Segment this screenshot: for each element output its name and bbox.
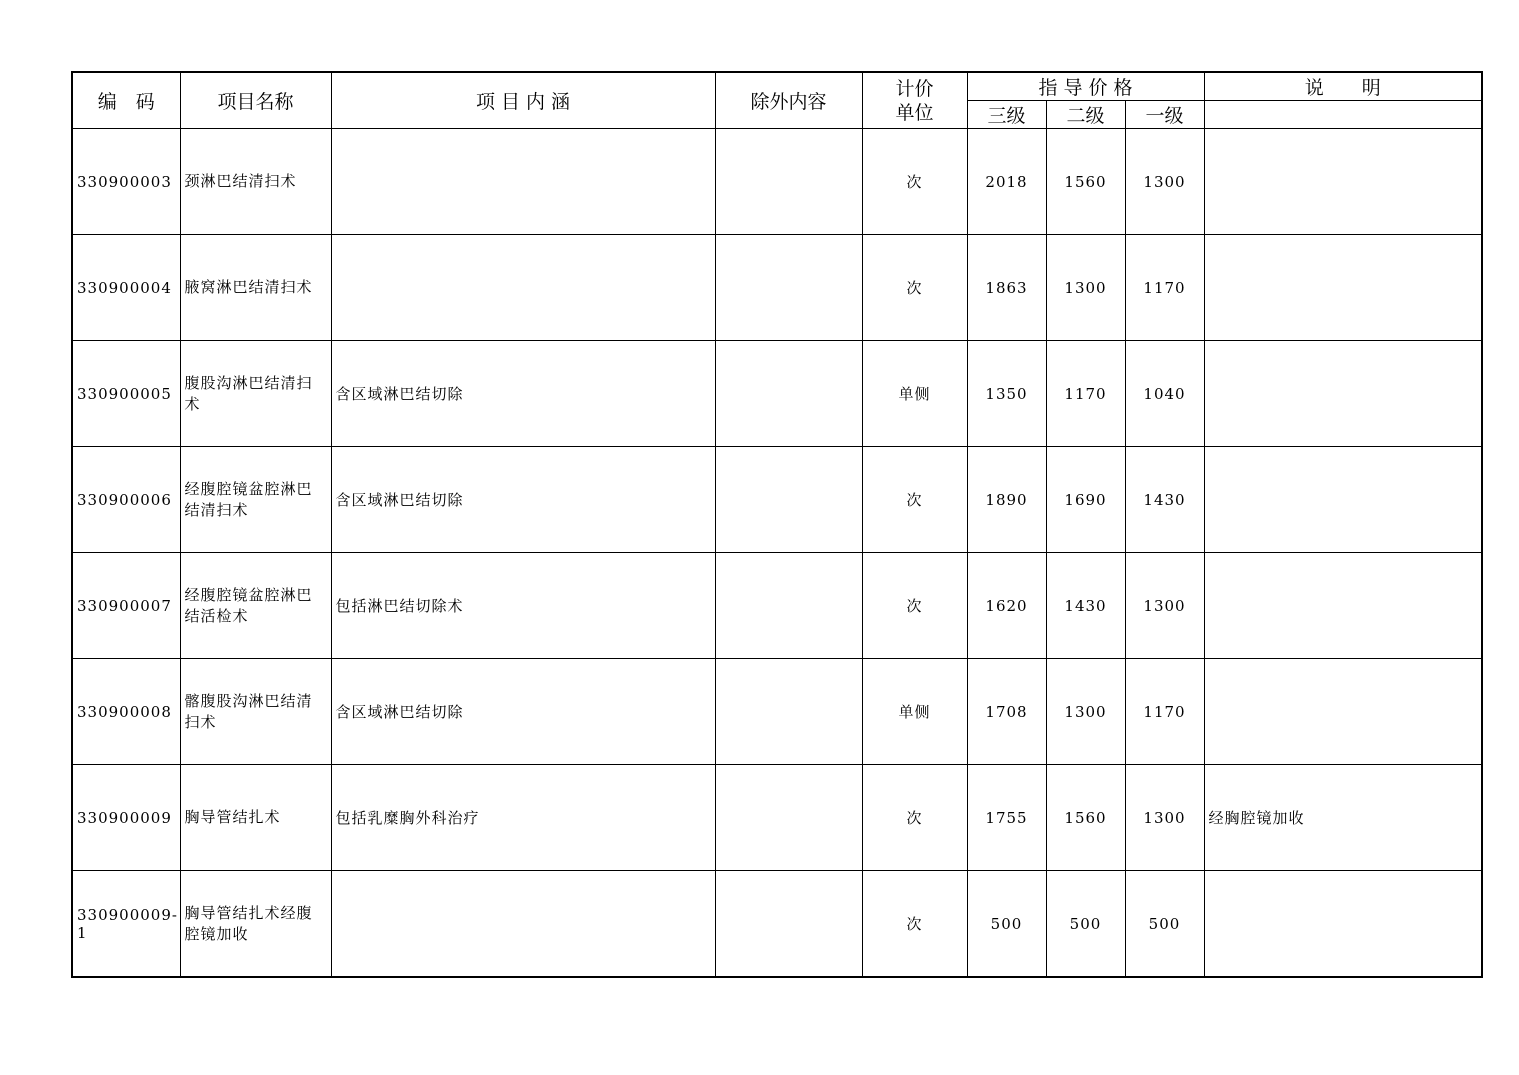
- cell-code: 330900009: [72, 765, 180, 871]
- cell-level3: 500: [967, 871, 1046, 978]
- cell-level1: 1300: [1125, 765, 1204, 871]
- table-row: [72, 235, 1482, 341]
- cell-excluded: [715, 659, 862, 765]
- cell-name: 腹股沟淋巴结清扫术: [180, 341, 331, 447]
- cell-level3: 2018: [967, 129, 1046, 235]
- cell-level3: 1708: [967, 659, 1046, 765]
- cell-level2: 1560: [1046, 765, 1125, 871]
- cell-excluded: [715, 129, 862, 235]
- cell-level3: 1863: [967, 235, 1046, 341]
- cell-unit: 次: [862, 129, 967, 235]
- cell-excluded: [715, 341, 862, 447]
- header-note-sub: [1204, 101, 1482, 129]
- cell-level1: 500: [1125, 871, 1204, 978]
- cell-note: [1204, 659, 1482, 765]
- header-content: 项 目 内 涵: [331, 72, 715, 129]
- cell-content: 包括淋巴结切除术: [331, 553, 715, 659]
- cell-excluded: [715, 871, 862, 978]
- cell-code: 330900009-1: [72, 871, 180, 978]
- table-body: [72, 129, 1482, 978]
- cell-level2: 1690: [1046, 447, 1125, 553]
- cell-unit: 次: [862, 553, 967, 659]
- cell-content: [331, 235, 715, 341]
- cell-unit: 次: [862, 765, 967, 871]
- cell-content: 含区域淋巴结切除: [331, 447, 715, 553]
- table-row: [72, 871, 1482, 978]
- table-row: [72, 129, 1482, 235]
- cell-unit: 次: [862, 447, 967, 553]
- cell-level2: 500: [1046, 871, 1125, 978]
- cell-content: 含区域淋巴结切除: [331, 659, 715, 765]
- cell-level1: 1170: [1125, 659, 1204, 765]
- header-excluded: 除外内容: [715, 72, 862, 129]
- cell-level1: 1430: [1125, 447, 1204, 553]
- header-level1: 一级: [1125, 101, 1204, 129]
- cell-name: 腋窝淋巴结清扫术: [180, 235, 331, 341]
- cell-level1: 1040: [1125, 341, 1204, 447]
- table-row: [72, 765, 1482, 871]
- cell-level2: 1300: [1046, 659, 1125, 765]
- table-row: [72, 341, 1482, 447]
- cell-level2: 1300: [1046, 235, 1125, 341]
- cell-unit: 单侧: [862, 341, 967, 447]
- header-level3: 三级: [967, 101, 1046, 129]
- cell-note: [1204, 235, 1482, 341]
- cell-name: 髂腹股沟淋巴结清扫术: [180, 659, 331, 765]
- cell-note: [1204, 871, 1482, 978]
- cell-note: [1204, 447, 1482, 553]
- cell-code: 330900006: [72, 447, 180, 553]
- cell-name: 胸导管结扎术经腹腔镜加收: [180, 871, 331, 978]
- table-row: [72, 553, 1482, 659]
- header-name: 项目名称: [180, 72, 331, 129]
- header-code: 编 码: [72, 72, 180, 129]
- cell-level3: 1755: [967, 765, 1046, 871]
- cell-level1: 1170: [1125, 235, 1204, 341]
- cell-level1: 1300: [1125, 553, 1204, 659]
- cell-content: 含区域淋巴结切除: [331, 341, 715, 447]
- table-row: [72, 447, 1482, 553]
- cell-level2: 1430: [1046, 553, 1125, 659]
- cell-note: [1204, 553, 1482, 659]
- cell-excluded: [715, 553, 862, 659]
- cell-level3: 1620: [967, 553, 1046, 659]
- cell-excluded: [715, 447, 862, 553]
- cell-excluded: [715, 765, 862, 871]
- header-unit-line2: 单位: [895, 101, 934, 124]
- cell-unit: 单侧: [862, 659, 967, 765]
- cell-code: 330900004: [72, 235, 180, 341]
- cell-name: 经腹腔镜盆腔淋巴结清扫术: [180, 447, 331, 553]
- cell-level3: 1890: [967, 447, 1046, 553]
- header-unit-line1: 计价: [895, 77, 934, 100]
- cell-content: [331, 871, 715, 978]
- cell-name: 颈淋巴结清扫术: [180, 129, 331, 235]
- cell-code: 330900005: [72, 341, 180, 447]
- cell-unit: 次: [862, 871, 967, 978]
- cell-level2: 1170: [1046, 341, 1125, 447]
- header-level2: 二级: [1046, 101, 1125, 129]
- cell-name: 胸导管结扎术: [180, 765, 331, 871]
- cell-name: 经腹腔镜盆腔淋巴结活检术: [180, 553, 331, 659]
- cell-note: [1204, 129, 1482, 235]
- table-row: [72, 659, 1482, 765]
- cell-note: [1204, 341, 1482, 447]
- header-note: 说 明: [1204, 72, 1482, 101]
- cell-level1: 1300: [1125, 129, 1204, 235]
- cell-code: 330900007: [72, 553, 180, 659]
- header-unit: [862, 72, 967, 129]
- cell-content: [331, 129, 715, 235]
- cell-excluded: [715, 235, 862, 341]
- cell-level2: 1560: [1046, 129, 1125, 235]
- header-price-group: 指 导 价 格: [967, 72, 1204, 101]
- cell-code: 330900008: [72, 659, 180, 765]
- cell-level3: 1350: [967, 341, 1046, 447]
- cell-content: 包括乳糜胸外科治疗: [331, 765, 715, 871]
- price-table-container: [71, 71, 1483, 978]
- cell-unit: 次: [862, 235, 967, 341]
- cell-note: 经胸腔镜加收: [1204, 765, 1482, 871]
- price-table: [71, 71, 1483, 978]
- cell-code: 330900003: [72, 129, 180, 235]
